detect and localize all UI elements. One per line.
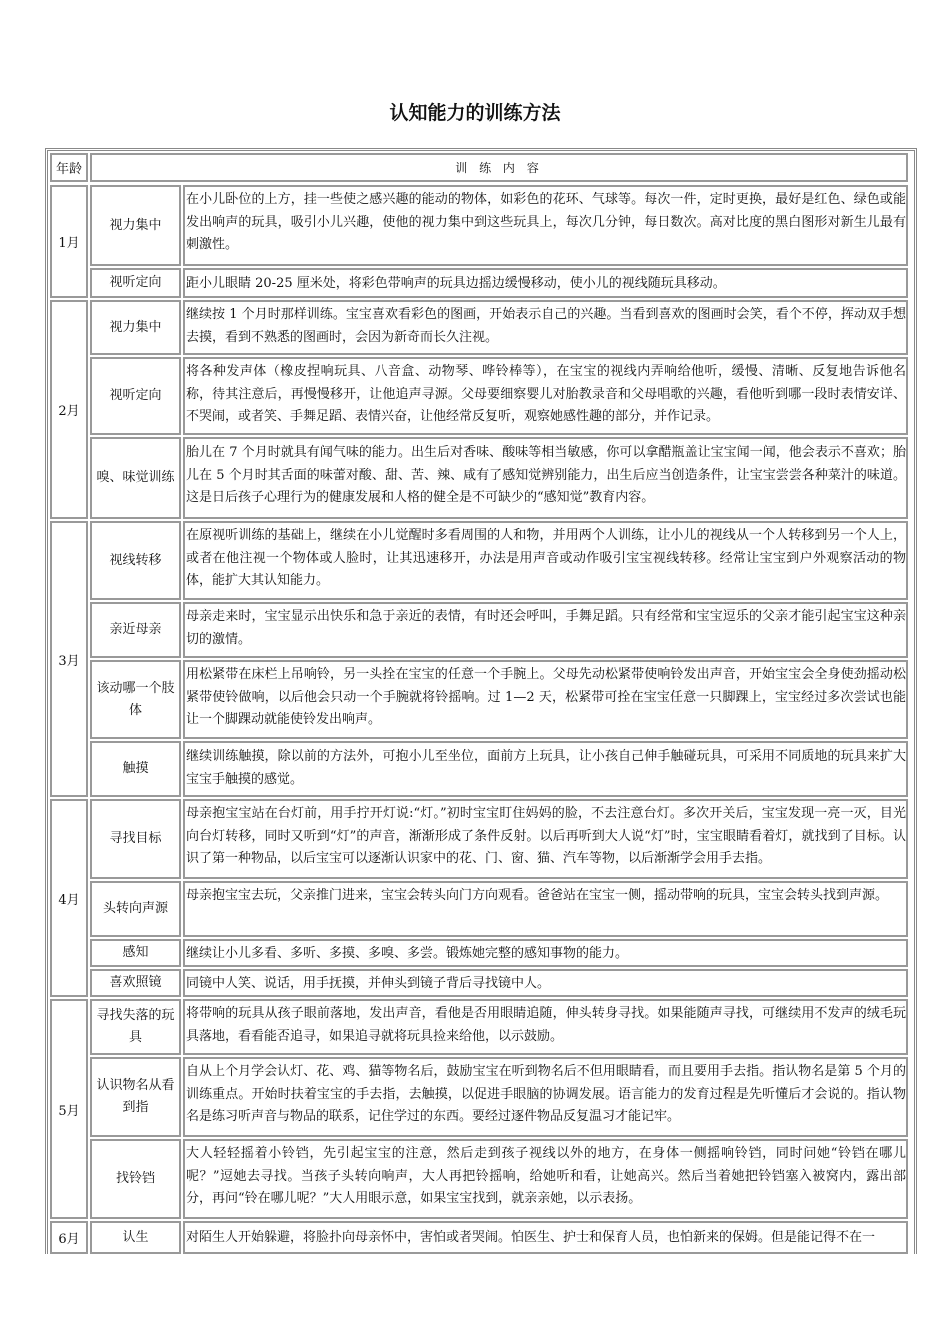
- content-text: 继续训练触摸，除以前的方法外，可抱小儿至坐位，面前方上玩具，让小孩自己伸手触碰玩具，可采用不同质地的玩具来扩大宝宝手触摸的感觉。: [186, 749, 906, 787]
- item-name-cell: [90, 799, 181, 879]
- age-label: 6月: [58, 1232, 80, 1247]
- content-cell: [183, 1221, 908, 1254]
- item-name-cell: [90, 660, 181, 739]
- item-name-cell: [90, 185, 181, 266]
- content-text: 将各种发声体（橡皮捏响玩具、八音盒、动物琴、哗铃棒等），在宝宝的视线内弄响给他听，缓慢、清晰、反复地告诉他名称，待其注意后，再慢慢移开，让他追声寻源。父母要细察婴儿对胎教录音和父母唱歌的兴趣，看他听到哪一段时表情安详、不哭闹，或者笑、手舞足蹈、表情兴奋，让他经常反复听，观察她感性趣的部分，并作记录。: [186, 364, 906, 424]
- item-name-cell: [90, 268, 181, 298]
- item-name-cell: [90, 881, 181, 937]
- item-name-cell: [90, 741, 181, 797]
- header-content: [90, 153, 908, 182]
- item-name: 视力集中: [109, 217, 162, 233]
- item-name-cell: [90, 939, 181, 967]
- item-name-cell: [90, 602, 181, 658]
- age-label: 2月: [58, 404, 80, 419]
- age-label: 4月: [58, 892, 80, 908]
- item-name-cell: [90, 1221, 181, 1254]
- age-label: 1月: [58, 236, 80, 251]
- age-cell: [50, 521, 88, 797]
- content-text: 继续让小儿多看、多听、多摸、多嗅、多尝。锻炼她完整的感知事物的能力。: [186, 946, 629, 961]
- content-cell: [183, 741, 908, 797]
- item-name-cell: [90, 999, 181, 1055]
- content-cell: [183, 799, 908, 879]
- item-name: 头转向声源: [102, 901, 168, 916]
- item-name: 触摸: [122, 761, 149, 776]
- age-cell: [50, 300, 88, 519]
- content-cell: [183, 268, 908, 298]
- content-text: 在小儿卧位的上方，挂一些使之感兴趣的能动的物体，如彩色的花环、气球等。每次一件，定时更换，最好是红色、绿色或能发出响声的玩具，吸引小儿兴趣，使他的视力集中到这些玩具上，每次几分钟，每日数次。高对比度的黑白图形对新生儿最有刺激性。: [186, 192, 906, 252]
- age-cell: [50, 799, 88, 997]
- header-content-label: 训 练 内 容: [455, 161, 543, 175]
- content-cell: [183, 1139, 908, 1219]
- item-name: 认识物名从看到指: [96, 1078, 175, 1115]
- content-text: 大人轻轻摇着小铃铛，先引起宝宝的注意，然后走到孩子视线以外的地方，在身体一侧摇响铃铛，同时问她“铃铛在哪儿呢？”逗她去寻找。当孩子头转向响声，大人再把铃摇响，给她听和看，让她高兴。然后当着她把铃铛塞入被窝内，露出部分，再问“铃在哪儿呢？”大人用眼示意，如果宝宝找到，就亲亲她，以示表扬。: [186, 1146, 906, 1206]
- content-text: 将带响的玩具从孩子眼前落地，发出声音，看他是否用眼睛追随，伸头转身寻找。如果能随声寻找，可继续用不发声的绒毛玩具落地，看看能否追寻，如果追寻就将玩具捡来给他，以示鼓励。: [186, 1006, 906, 1044]
- item-name-cell: [90, 1057, 181, 1137]
- item-name: 寻找目标: [109, 831, 162, 846]
- content-cell: [183, 602, 908, 658]
- content-text: 同镜中人笑、说话，用手抚摸，并伸头到镜子背后寻找镜中人。: [186, 976, 551, 991]
- item-name-cell: [90, 437, 181, 519]
- content-cell: [183, 185, 908, 266]
- item-name: 视听定向: [109, 388, 162, 403]
- content-text: 距小儿眼睛 20-25 厘米处，将彩色带响声的玩具边摇边缓慢移动，使小儿的视线随玩具移动。: [186, 276, 726, 291]
- item-name-cell: [90, 357, 181, 435]
- content-cell: [183, 969, 908, 997]
- item-name: 认生: [122, 1229, 149, 1245]
- content-cell: [183, 357, 908, 435]
- content-cell: [183, 437, 908, 519]
- content-text: 在原视听训练的基础上，继续在小儿觉醒时多看周围的人和物，并用两个人训练，让小儿的视线从一个人转移到另一个人上，或者在他注视一个物体或人脸时，让其迅速移开，办法是用声音或动作吸引宝宝视线转移。经常让宝宝到户外观察活动的物体，能扩大其认知能力。: [186, 528, 906, 588]
- content-text: 自从上个月学会认灯、花、鸡、猫等物名后，鼓励宝宝在听到物名后不但用眼睛看，而且要用手去指。指认物名是第 5 个月的训练重点。开始时扶着宝宝的手去指，去触摸，以促进手眼脑的协调发展。语言能力的发育过程是先听懂后才会说的。指认物名是练习听声音与物品的联系，记住学过的东西。要经过逐件物品反复温习才能记牢。: [186, 1064, 906, 1124]
- content-cell: [183, 660, 908, 739]
- header-age-label: 年龄: [55, 162, 82, 177]
- content-cell: [183, 521, 908, 600]
- content-cell: [183, 300, 908, 355]
- age-cell: [50, 999, 88, 1219]
- item-name: 视力集中: [109, 319, 162, 335]
- item-name-cell: [90, 521, 181, 600]
- content-text: 继续按 1 个月时那样训练。宝宝喜欢看彩色的图画，开始表示自己的兴趣。当看到喜欢的图画时会笑，看个不停，挥动双手想去摸，看到不熟悉的图画时，会因为新奇而长久注视。: [186, 307, 906, 345]
- item-name: 感知: [122, 945, 149, 960]
- item-name: 该动哪一个肢体: [96, 680, 175, 718]
- item-name: 找铃铛: [115, 1171, 155, 1186]
- training-table: [45, 148, 917, 1254]
- page-title: 认知能力的训练方法: [389, 102, 561, 124]
- item-name: 视线转移: [109, 552, 162, 568]
- content-cell: [183, 1057, 908, 1137]
- content-cell: [183, 999, 908, 1055]
- content-text: 对陌生人开始躲避，将脸扑向母亲怀中，害怕或者哭闹。怕医生、护士和保育人员，也怕新来的保姆。但是能记得不在一: [186, 1230, 876, 1245]
- content-text: 母亲抱宝宝站在台灯前，用手拧开灯说:“灯。”初时宝宝盯住妈妈的脸，不去注意台灯。多次开关后，宝宝发现一亮一灭，目光向台灯转移，同时又听到“灯”的声音，渐渐形成了条件反射。以后再听到大人说“灯”时，宝宝眼睛看着灯，就找到了目标。认识了第一种物品，以后宝宝可以逐渐认识家中的花、门、窗、猫、汽车等物，以后渐渐学会用手去指。: [186, 806, 906, 866]
- age-cell: [50, 185, 88, 298]
- item-name-cell: [90, 969, 181, 997]
- content-text: 母亲走来时，宝宝显示出快乐和急于亲近的表情，有时还会呼叫，手舞足蹈。只有经常和宝宝逗乐的父亲才能引起宝宝这种亲切的激情。: [186, 609, 906, 647]
- age-cell: [50, 1221, 88, 1254]
- item-name: 亲近母亲: [109, 622, 162, 637]
- content-cell: [183, 939, 908, 967]
- age-label: 3月: [58, 653, 80, 669]
- content-text: 用松紧带在床栏上吊响铃，另一头拴在宝宝的任意一个手腕上。父母先动松紧带使响铃发出声音，开始宝宝会全身使劲摇动松紧带使铃做响，以后他会只动一个手腕就将铃摇响。过 1—2 天，松紧带可拴在宝宝任意一只脚踝上，宝宝经过多次尝试也能让一个脚踝动就能使铃发出响声。: [186, 667, 906, 727]
- content-cell: [183, 881, 908, 937]
- item-name: 寻找失落的玩具: [96, 1008, 175, 1045]
- age-label: 5月: [58, 1103, 80, 1119]
- content-text: 母亲抱宝宝去玩，父亲推门进来，宝宝会转头向门方向观看。爸爸站在宝宝一侧，摇动带响的玩具，宝宝会转头找到声源。: [186, 888, 889, 903]
- content-text: 胎儿在 7 个月时就具有闻气味的能力。出生后对香味、酸味等相当敏感，你可以拿醋瓶盖让宝宝闻一闻，他会表示不喜欢；胎儿在 5 个月时其舌面的味蕾对酸、甜、苦、辣、咸有了感知觉辨别能力，出生后应当创造条件，让宝宝尝尝各种菜汁的味道。这是日后孩子心理行为的健康发展和人格的健全是不可缺少的“感知觉”教育内容。: [186, 445, 906, 505]
- item-name: 视听定向: [109, 275, 162, 290]
- item-name: 嗅、味觉训练: [96, 470, 175, 485]
- item-name: 喜欢照镜: [109, 975, 162, 990]
- item-name-cell: [90, 1139, 181, 1219]
- header-age: [50, 153, 88, 182]
- item-name-cell: [90, 300, 181, 355]
